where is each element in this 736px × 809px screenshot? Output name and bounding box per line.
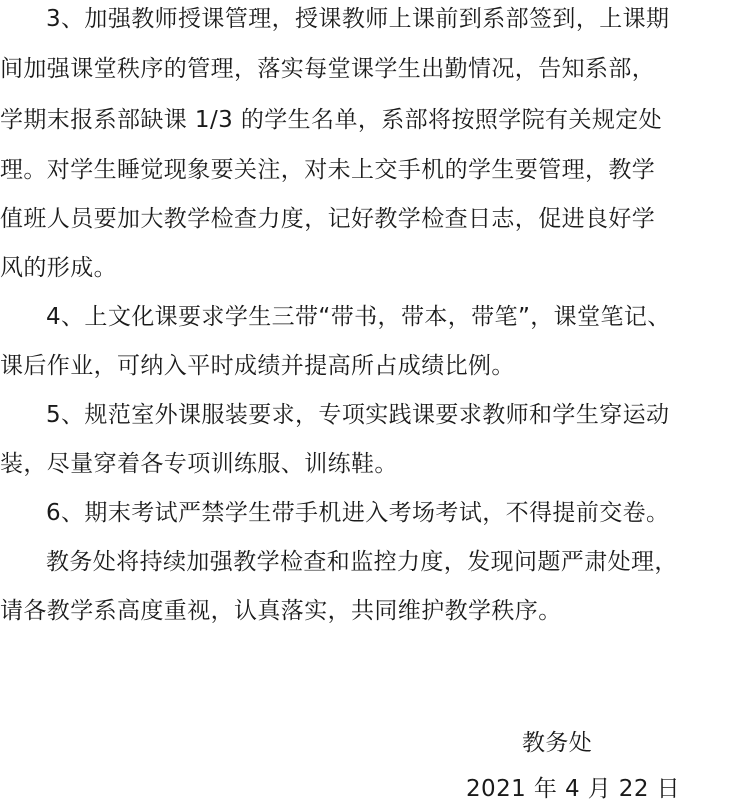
body-line-item-5: 5、规范室外课服装要求，专项实践课要求教师和学生穿运动: [46, 402, 670, 428]
body-line: 课后作业，可纳入平时成绩并提高所占成绩比例。: [0, 353, 515, 379]
body-line: 值班人员要加大教学检查力度，记好教学检查日志，促进良好学: [0, 206, 656, 232]
body-line: 装，尽量穿着各专项训练服、训练鞋。: [0, 451, 398, 477]
issue-date: 2021 年 4 月 22 日: [466, 776, 680, 802]
closing-paragraph-line: 教务处将持续加强教学检查和监控力度，发现问题严肃处理，: [46, 549, 678, 575]
body-line-item-3: 3、加强教师授课管理，授课教师上课前到系部签到，上课期: [46, 6, 670, 32]
body-line-item-6: 6、期末考试严禁学生带手机进入考场考试，不得提前交卷。: [46, 500, 670, 526]
body-line: 学期末报系部缺课 1/3 的学生名单，系部将按照学院有关规定处: [0, 107, 663, 133]
issuing-department: 教务处: [522, 730, 593, 756]
body-line-item-4: 4、上文化课要求学生三带“带书，带本，带笔”，课堂笔记、: [46, 304, 671, 330]
closing-paragraph-line: 请各教学系高度重视，认真落实，共同维护教学秩序。: [0, 598, 562, 624]
body-line: 间加强课堂秩序的管理，落实每堂课学生出勤情况，告知系部，: [0, 56, 656, 82]
body-line: 风的形成。: [0, 255, 117, 281]
body-line: 理。对学生睡觉现象要关注，对未上交手机的学生要管理，教学: [0, 157, 656, 183]
